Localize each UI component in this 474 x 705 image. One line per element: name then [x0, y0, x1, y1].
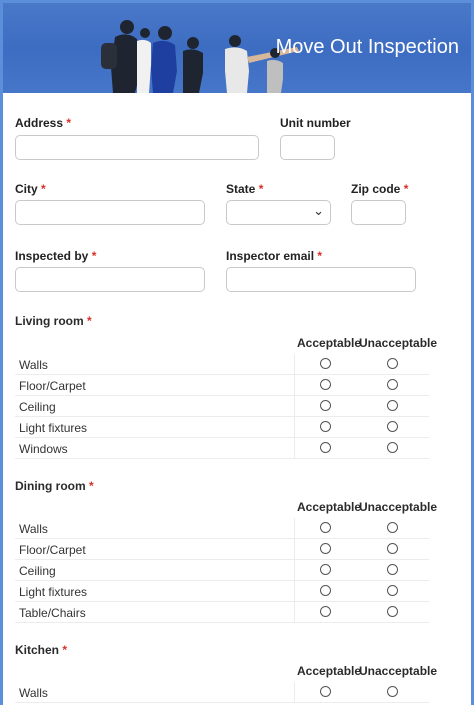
row-label: Ceiling: [19, 564, 56, 578]
address-label-text: Address: [15, 116, 64, 130]
acceptable-radio[interactable]: [320, 442, 331, 453]
inspected-by-label-text: Inspected by: [15, 249, 89, 263]
dining-room-grid: [15, 500, 438, 623]
inspector-email-required-mark: *: [317, 249, 323, 263]
grid-header: [15, 336, 438, 354]
row-label: Windows: [19, 442, 68, 456]
form-header: [3, 3, 471, 93]
column-divider: [294, 354, 295, 374]
acceptable-radio[interactable]: [320, 358, 331, 369]
inspected-by-required-mark: *: [91, 249, 97, 263]
table-row: [15, 581, 429, 602]
unacceptable-radio[interactable]: [387, 522, 398, 533]
table-row: [15, 396, 429, 417]
column-unacceptable: Unacceptable: [359, 664, 438, 678]
table-row: [15, 438, 429, 459]
dining-room-required-mark: *: [89, 479, 94, 493]
row-label: Walls: [19, 686, 48, 700]
inspector-email-input[interactable]: [226, 267, 416, 292]
row-label: Floor/Carpet: [19, 379, 86, 393]
table-row: [15, 375, 429, 396]
acceptable-radio[interactable]: [320, 421, 331, 432]
address-required-mark: *: [66, 116, 72, 130]
column-unacceptable: Unacceptable: [359, 336, 438, 350]
column-acceptable: Acceptable: [297, 664, 362, 678]
column-divider: [294, 438, 295, 458]
row-label: Walls: [19, 358, 48, 372]
column-divider: [294, 539, 295, 559]
kitchen-grid: [15, 664, 438, 703]
column-acceptable: Acceptable: [297, 500, 362, 514]
row-label: Light fixtures: [19, 585, 88, 599]
row-label: Ceiling: [19, 400, 56, 414]
table-row: [15, 354, 429, 375]
unit-label-text: Unit number: [280, 116, 351, 130]
unacceptable-radio[interactable]: [387, 585, 398, 596]
inspector-email-label: [226, 249, 322, 263]
zip-label-text: Zip code: [351, 182, 401, 196]
unacceptable-radio[interactable]: [387, 400, 398, 411]
unacceptable-radio[interactable]: [387, 606, 398, 617]
city-label-text: City: [15, 182, 38, 196]
living-room-required-mark: *: [87, 314, 92, 328]
chevron-down-icon: ⌄: [313, 202, 324, 218]
zip-label: [351, 182, 408, 196]
acceptable-radio[interactable]: [320, 522, 331, 533]
form-frame: [3, 3, 471, 705]
address-input[interactable]: [15, 135, 259, 160]
unacceptable-radio[interactable]: [387, 442, 398, 453]
column-acceptable: Acceptable: [297, 336, 362, 350]
table-row: [15, 602, 429, 623]
unacceptable-radio[interactable]: [387, 543, 398, 554]
acceptable-radio[interactable]: [320, 686, 331, 697]
unacceptable-radio[interactable]: [387, 358, 398, 369]
column-divider: [294, 602, 295, 622]
column-divider: [294, 375, 295, 395]
grid-header: [15, 664, 438, 682]
acceptable-radio[interactable]: [320, 400, 331, 411]
inspected-by-label: [15, 249, 96, 263]
grid-header: [15, 500, 438, 518]
state-required-mark: *: [258, 182, 264, 196]
dining-room-title-text: Dining room: [15, 479, 86, 493]
unacceptable-radio[interactable]: [387, 421, 398, 432]
column-divider: [294, 581, 295, 601]
row-label: Light fixtures: [19, 421, 88, 435]
city-label: [15, 182, 46, 196]
header-photo-people: [79, 3, 309, 93]
zip-code-input[interactable]: [351, 200, 406, 225]
address-label: [15, 116, 71, 130]
state-label: [226, 182, 263, 196]
column-divider: [294, 682, 295, 702]
form-title: Move Out Inspection: [275, 36, 459, 58]
inspector-email-label-text: Inspector email: [226, 249, 315, 263]
column-divider: [294, 396, 295, 416]
row-label: Walls: [19, 522, 48, 536]
acceptable-radio[interactable]: [320, 585, 331, 596]
zip-required-mark: *: [403, 182, 409, 196]
unacceptable-radio[interactable]: [387, 564, 398, 575]
unit-number-input[interactable]: [280, 135, 335, 160]
inspected-by-input[interactable]: [15, 267, 205, 292]
acceptable-radio[interactable]: [320, 543, 331, 554]
kitchen-title: [15, 643, 67, 657]
living-room-title-text: Living room: [15, 314, 84, 328]
column-divider: [294, 417, 295, 437]
table-row: [15, 682, 429, 703]
living-room-grid: [15, 336, 438, 459]
unacceptable-radio[interactable]: [387, 686, 398, 697]
column-divider: [294, 518, 295, 538]
column-divider: [294, 560, 295, 580]
column-unacceptable: Unacceptable: [359, 500, 438, 514]
state-select[interactable]: [226, 200, 331, 225]
table-row: [15, 518, 429, 539]
dining-room-title: [15, 479, 94, 493]
table-row: [15, 560, 429, 581]
living-room-title: [15, 314, 92, 328]
table-row: [15, 539, 429, 560]
state-label-text: State: [226, 182, 256, 196]
kitchen-title-text: Kitchen: [15, 643, 60, 657]
row-label: Floor/Carpet: [19, 543, 86, 557]
unacceptable-radio[interactable]: [387, 379, 398, 390]
kitchen-required-mark: *: [62, 643, 68, 657]
row-label: Table/Chairs: [19, 606, 86, 620]
city-required-mark: *: [41, 182, 46, 196]
acceptable-radio[interactable]: [320, 564, 331, 575]
unit-label: [280, 116, 351, 130]
city-input[interactable]: [15, 200, 205, 225]
table-row: [15, 417, 429, 438]
acceptable-radio[interactable]: [320, 379, 331, 390]
acceptable-radio[interactable]: [320, 606, 331, 617]
